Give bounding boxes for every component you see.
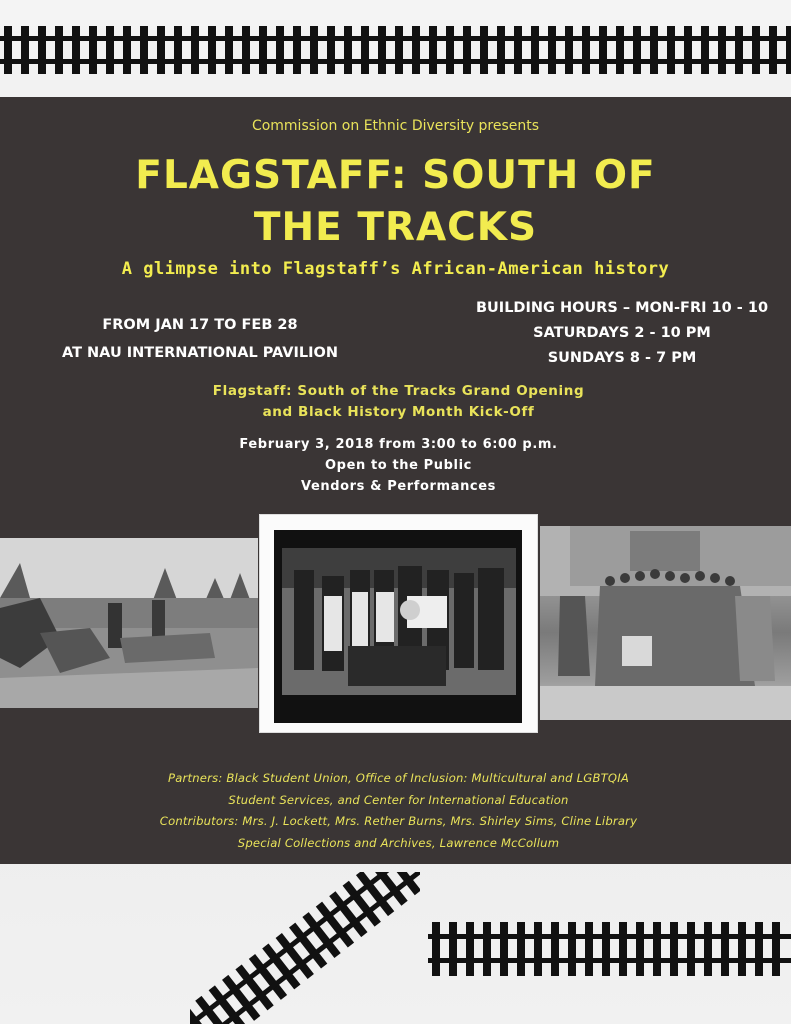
event-title-line-2: and Black History Month Kick-Off: [262, 404, 535, 420]
credits-line-1: Partners: Black Student Union, Office of Inclusion: Multicultural and LGBTQIA: [168, 771, 629, 785]
railroad-tie: [585, 922, 593, 976]
railroad-tie: [293, 26, 301, 74]
railroad-tie: [483, 922, 491, 976]
railroad-tie: [4, 26, 12, 74]
event-title-line-1: Flagstaff: South of the Tracks Grand Opening: [212, 383, 585, 399]
railroad-tie: [602, 922, 610, 976]
railroad-tie: [548, 26, 556, 74]
railroad-tie: [310, 26, 318, 74]
railroad-tie: [191, 26, 199, 74]
railroad-tie: [21, 26, 29, 74]
historic-photo-school-group: [540, 526, 791, 720]
railroad-tie: [687, 922, 695, 976]
railroad-tie: [466, 922, 474, 976]
railroad-tie: [599, 26, 607, 74]
hours-line-saturday: SATURDAYS 2 - 10 PM: [533, 325, 711, 341]
railroad-tie: [786, 26, 791, 74]
railroad-tie: [395, 26, 403, 74]
poster-subtitle: A glimpse into Flagstaff’s African-American history: [121, 259, 670, 279]
railroad-tie: [208, 26, 216, 74]
railroad-tie: [772, 922, 780, 976]
railroad-tie: [106, 26, 114, 74]
railroad-tie: [463, 26, 471, 74]
railroad-tie: [259, 26, 267, 74]
railroad-tie: [38, 26, 46, 74]
hours-line-weekday: BUILDING HOURS – MON-FRI 10 - 10: [475, 300, 769, 316]
bottom-railroad-track: [428, 918, 791, 980]
railroad-tie: [616, 26, 624, 74]
event-features: Vendors & Performances: [301, 479, 496, 494]
event-details: [0, 434, 791, 497]
photo-image-area: [282, 548, 516, 695]
railroad-tie: [565, 26, 573, 74]
railroad-tie: [735, 26, 743, 74]
railroad-tie: [514, 26, 522, 74]
railroad-tie: [276, 26, 284, 74]
railroad-tie: [327, 26, 335, 74]
event-title: [0, 381, 791, 423]
railroad-tie: [174, 26, 182, 74]
historic-photo-workers: [0, 538, 258, 708]
railroad-tie: [718, 26, 726, 74]
railroad-tie: [517, 922, 525, 976]
railroad-tie: [701, 26, 709, 74]
railroad-tie: [361, 26, 369, 74]
building-hours: [452, 296, 791, 371]
railroad-tie: [412, 26, 420, 74]
railroad-tie: [344, 26, 352, 74]
railroad-tie: [72, 26, 80, 74]
railroad-tie: [755, 922, 763, 976]
railroad-tie: [667, 26, 675, 74]
railroad-tie: [704, 922, 712, 976]
title-line-2: THE TRACKS: [253, 205, 538, 250]
historic-photo-group-portrait: [274, 530, 522, 723]
credits-line-3: Contributors: Mrs. J. Lockett, Mrs. Rether Burns, Mrs. Shirley Sims, Cline Library: [159, 814, 638, 828]
railroad-tie: [752, 26, 760, 74]
railroad-tie: [534, 922, 542, 976]
presenter-line: Commission on Ethnic Diversity presents: [251, 118, 540, 134]
exhibit-dates: [30, 311, 370, 367]
railroad-tie: [582, 26, 590, 74]
hours-line-sunday: SUNDAYS 8 - 7 PM: [547, 350, 697, 366]
railroad-tie: [480, 26, 488, 74]
railroad-tie: [500, 922, 508, 976]
credits-block: [0, 768, 791, 854]
railroad-tie: [242, 26, 250, 74]
railroad-tie: [769, 26, 777, 74]
railroad-tie: [89, 26, 97, 74]
railroad-tie: [721, 922, 729, 976]
railroad-tie: [446, 26, 454, 74]
railroad-tie: [429, 26, 437, 74]
diagonal-railroad-track: [190, 872, 420, 1024]
railroad-tie: [670, 922, 678, 976]
railroad-tie: [636, 922, 644, 976]
event-date-time: February 3, 2018 from 3:00 to 6:00 p.m.: [239, 437, 558, 452]
railroad-tie: [619, 922, 627, 976]
railroad-tie: [551, 922, 559, 976]
railroad-tie: [568, 922, 576, 976]
railroad-tie: [449, 922, 457, 976]
credits-line-2: Student Services, and Center for International Education: [228, 792, 569, 807]
top-railroad-track: [0, 22, 791, 78]
railroad-tie: [497, 26, 505, 74]
title-line-1: FLAGSTAFF: SOUTH OF: [135, 153, 656, 198]
event-access: Open to the Public: [325, 458, 472, 473]
railroad-tie: [378, 26, 386, 74]
railroad-tie: [432, 922, 440, 976]
railroad-tie: [650, 26, 658, 74]
railroad-tie: [633, 26, 641, 74]
railroad-tie: [55, 26, 63, 74]
railroad-tie: [738, 922, 746, 976]
railroad-tie: [653, 922, 661, 976]
railroad-tie: [531, 26, 539, 74]
poster-title: [90, 150, 701, 254]
date-range: FROM JAN 17 TO FEB 28: [102, 317, 298, 333]
railroad-tie: [123, 26, 131, 74]
railroad-tie: [140, 26, 148, 74]
railroad-tie: [684, 26, 692, 74]
exhibit-location: AT NAU INTERNATIONAL PAVILION: [62, 345, 338, 361]
railroad-tie: [157, 26, 165, 74]
credits-line-4: Special Collections and Archives, Lawrence McCollum: [237, 835, 560, 850]
railroad-tie: [225, 26, 233, 74]
